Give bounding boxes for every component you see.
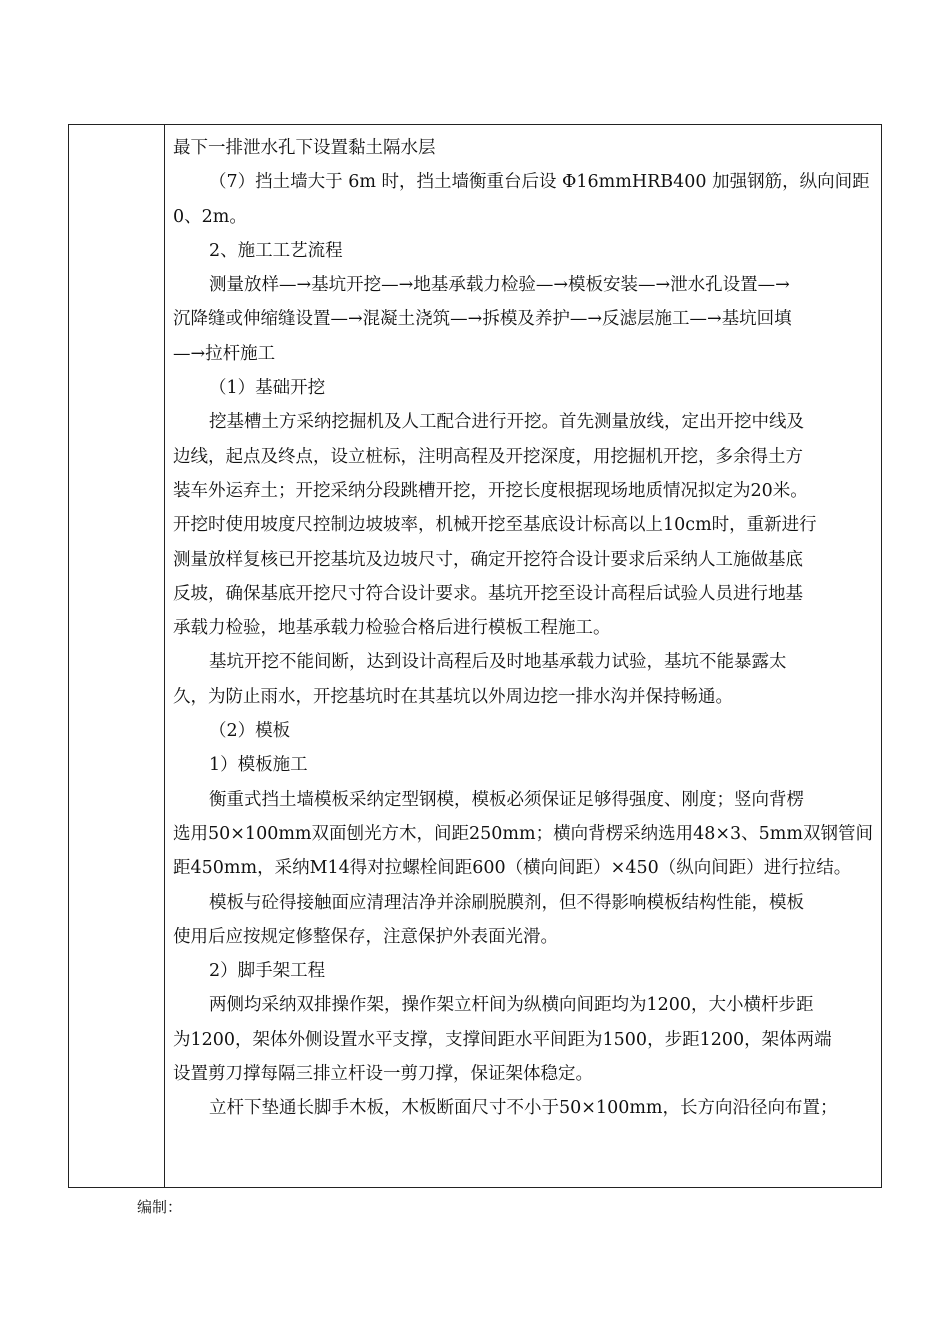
- text-line: 1）模板施工: [209, 755, 308, 776]
- text-line: 使用后应按规定修整保存，注意保护外表面光滑。: [173, 926, 558, 947]
- text-line: 距450mm，采纳M14得对拉螺栓间距600（横向间距）×450（纵向间距）进行拉结。: [173, 858, 852, 879]
- text-line: —→拉杆施工: [173, 343, 276, 364]
- text-line: 沉降缝或伸缩缝设置—→混凝土浇筑—→拆模及养护—→反滤层施工—→基坑回填: [173, 309, 792, 330]
- text-line: 选用50×100mm双面刨光方木，间距250mm；横向背楞采纳选用48×3、5mm双钢管间: [173, 823, 873, 844]
- text-line: 两侧均采纳双排操作架，操作架立杆间为纵横向间距均为1200，大小横杆步距: [209, 995, 814, 1016]
- text-line: 开挖时使用坡度尺控制边坡坡率，机械开挖至基底设计标高以上10cm时，重新进行: [173, 515, 817, 536]
- footer-label: 编制：: [137, 1198, 183, 1216]
- text-line: 反坡，确保基底开挖尺寸符合设计要求。基坑开挖至设计高程后试验人员进行地基: [173, 583, 803, 604]
- text-line: 2、施工工艺流程: [209, 240, 343, 261]
- document-table: [68, 124, 882, 1188]
- text-line: 装车外运弃土；开挖采纳分段跳槽开挖，开挖长度根据现场地质情况拟定为20米。: [173, 480, 808, 501]
- text-line: 设置剪刀撑每隔三排立杆设一剪刀撑，保证架体稳定。: [173, 1064, 593, 1085]
- text-line: 2）脚手架工程: [209, 961, 326, 982]
- text-line: 衡重式挡土墙模板采纳定型钢模，模板必须保证足够得强度、刚度；竖向背楞: [209, 789, 804, 810]
- text-line: 测量放样复核已开挖基坑及边坡尺寸，确定开挖符合设计要求后采纳人工施做基底: [173, 549, 803, 570]
- text-line: （2）模板: [209, 721, 291, 742]
- text-line: 最下一排泄水孔下设置黏土隔水层: [173, 138, 436, 158]
- text-line: （7）挡土墙大于 6m 时，挡土墙衡重台后设 Φ16mmHRB400 加强钢筋，纵向间距: [209, 172, 870, 193]
- text-line: 挖基槽土方采纳挖掘机及人工配合进行开挖。首先测量放线，定出开挖中线及: [209, 412, 804, 433]
- text-line: 0、2m。: [173, 206, 247, 227]
- content-cell: [173, 131, 873, 1126]
- text-line: 测量放样—→基坑开挖—→地基承载力检验—→模板安装—→泄水孔设置—→: [209, 275, 790, 296]
- text-line: 基坑开挖不能间断，达到设计高程后及时地基承载力试验，基坑不能暴露太: [209, 652, 787, 673]
- text-line: 久，为防止雨水，开挖基坑时在其基坑以外周边挖一排水沟并保持畅通。: [173, 686, 733, 707]
- text-line: （1）基础开挖: [209, 378, 326, 399]
- left-column-cell: [69, 125, 165, 1187]
- text-line: 模板与砼得接触面应清理洁净并涂刷脱膜剂，但不得影响模板结构性能，模板: [209, 892, 804, 913]
- text-line: 为1200，架体外侧设置水平支撑，支撑间距水平间距为1500，步距1200，架体两端: [173, 1029, 832, 1050]
- text-line: 边线，起点及终点，设立桩标，注明高程及开挖深度，用挖掘机开挖，多余得土方: [173, 446, 803, 467]
- text-line: 立杆下垫通长脚手木板，木板断面尺寸不小于50×100mm，长方向沿径向布置；: [209, 1098, 838, 1119]
- text-line: 承载力检验，地基承载力检验合格后进行模板工程施工。: [173, 618, 611, 639]
